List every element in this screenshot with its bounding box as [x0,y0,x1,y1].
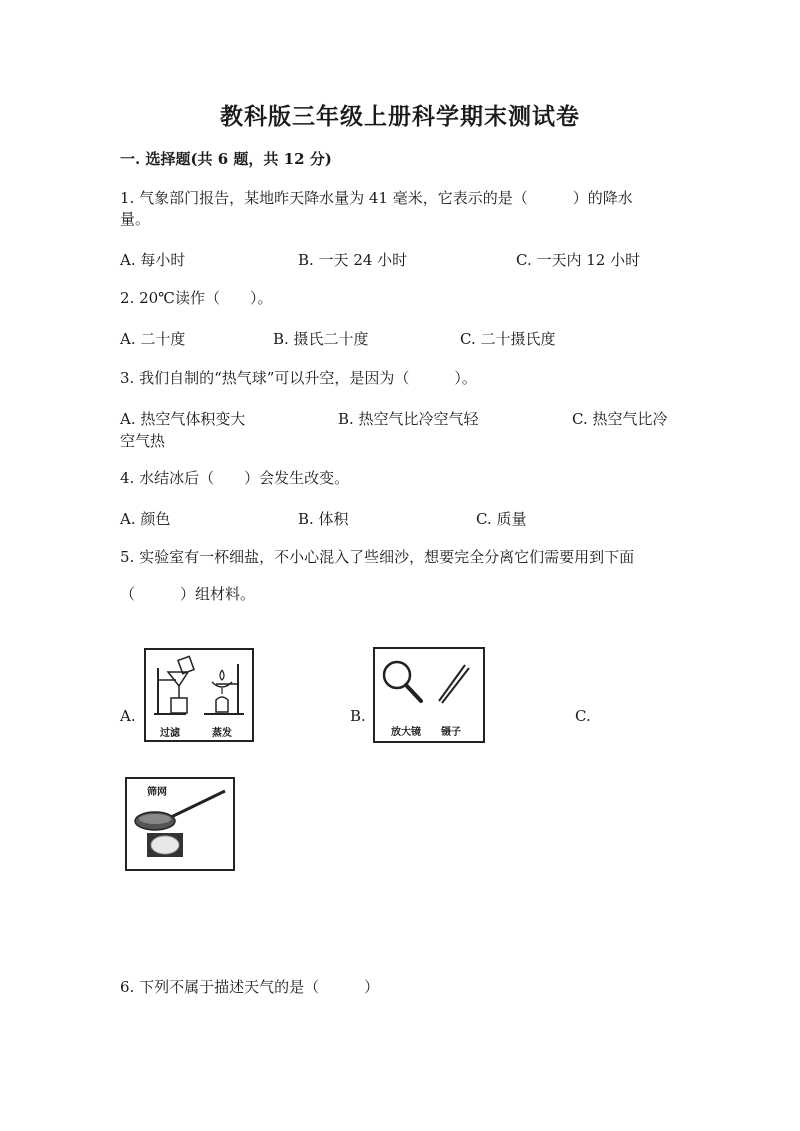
magnifier-tweezers-icon [375,649,483,717]
question-1-text-cont: 量。 [120,210,151,228]
section-heading: 一. 选择题(共 6 题，共 12 分) [120,150,332,168]
question-5-text-cont: （ ）组材料。 [120,585,256,603]
q5-option-c[interactable]: C. [575,707,591,725]
q5-figure-b[interactable] [373,647,485,743]
figure-b-label-tweezers: 镊子 [441,727,461,738]
q5-option-a[interactable]: A. [120,707,136,725]
q2-option-a[interactable]: A. 二十度 [120,330,186,348]
q1-option-a[interactable]: A. 每小时 [120,251,186,269]
sieve-icon [127,779,233,869]
question-4-text: 4. 水结冰后（ ）会发生改变。 [120,469,350,487]
filtration-evaporation-icon [146,650,252,720]
q5-option-b[interactable]: B. [350,707,366,725]
q4-option-c[interactable]: C. 质量 [476,510,527,528]
figure-b-label-magnifier: 放大镜 [391,727,421,738]
q1-option-b[interactable]: B. 一天 24 小时 [298,251,408,269]
figure-a-label-evaporate: 蒸发 [212,728,232,739]
q5-figure-c[interactable] [125,777,235,871]
q4-option-a[interactable]: A. 颜色 [120,510,171,528]
question-1-text: 1. 气象部门报告，某地昨天降水量为 41 毫米，它表示的是（ ）的降水 [120,189,633,207]
question-3-text: 3. 我们自制的“热气球”可以升空，是因为（ ）。 [120,369,477,387]
q3-option-b[interactable]: B. 热空气比冷空气轻 [338,410,479,428]
question-6-text: 6. 下列不属于描述天气的是（ ） [120,978,380,996]
q2-option-b[interactable]: B. 摄氏二十度 [273,330,369,348]
q3-option-a[interactable]: A. 热空气体积变大 [120,410,246,428]
q2-option-c[interactable]: C. 二十摄氏度 [460,330,556,348]
q5-figure-a[interactable] [144,648,254,742]
question-2-text: 2. 20℃读作（ ）。 [120,289,273,307]
figure-c-label-sieve: 筛网 [147,787,167,798]
q4-option-b[interactable]: B. 体积 [298,510,349,528]
page-title: 教科版三年级上册科学期末测试卷 [220,103,580,130]
question-5-text: 5. 实验室有一杯细盐，不小心混入了些细沙，想要完全分离它们需要用到下面 [120,548,635,566]
figure-a-label-filter: 过滤 [160,728,180,739]
q3-option-c[interactable]: C. 热空气比冷 [572,410,668,428]
q1-option-c[interactable]: C. 一天内 12 小时 [516,251,641,269]
q3-option-c-cont: 空气热 [120,432,166,450]
